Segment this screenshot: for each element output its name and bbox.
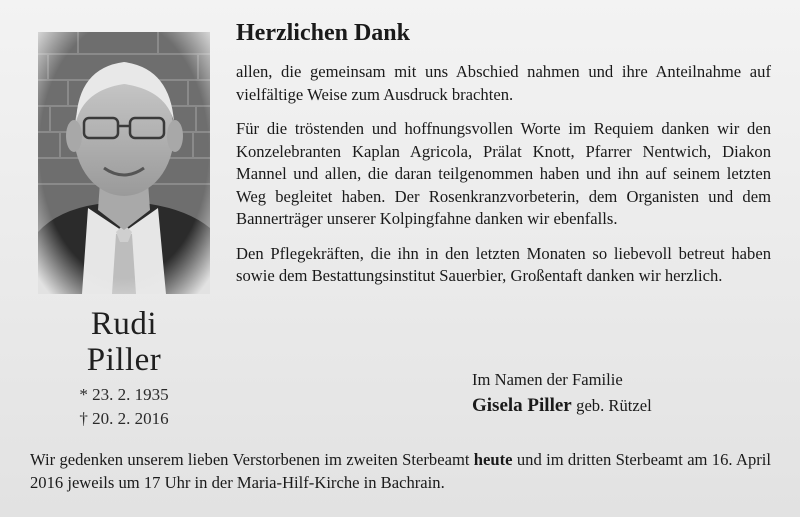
- notice-heading: Herzlichen Dank: [236, 20, 410, 46]
- footer-text-before: Wir gedenken unserem lieben Verstorbenen im zweiten Sterbeamt: [30, 450, 474, 469]
- birth-date: * 23. 2. 1935: [79, 385, 169, 404]
- footer-emphasis: heute: [473, 450, 513, 469]
- notice-body: [236, 20, 771, 300]
- portrait-photo: [38, 32, 210, 294]
- signature-nee: geb. Rützel: [576, 396, 652, 415]
- signature-name: Gisela Piller: [472, 395, 572, 416]
- deceased-first-name: Rudi: [90, 306, 158, 342]
- deceased-last-name: Piller: [86, 342, 162, 378]
- signature-intro: Im Namen der Familie: [472, 370, 623, 389]
- notice-paragraph-3: Den Pflegekräften, die ihn in den letzten Monaten so liebevoll betreut haben sowie dem Bestattungsinstitut Sauerbier, Großentaft danken wir herzlich.: [236, 243, 771, 285]
- signature-line: [472, 395, 652, 417]
- death-date: † 20. 2. 2016: [79, 409, 169, 428]
- notice-paragraph-2: Für die tröstenden und hoffnungsvollen Worte im Requiem danken wir den Konzelebranten Kaplan Agricola, Prälat Knott, Pfarrer Nentwich, Diakon Mannel und allen, die daran teilgenommen haben und ihn auf seinem letzten Weg begleitet haben. Der Rosenkranzvorbeterin, dem Organisten und dem Bannerträger unserer Kolpingfahne danken wir ebenfalls.: [236, 119, 771, 228]
- memorial-mass-note: [30, 448, 771, 494]
- signature-block: [472, 370, 652, 417]
- notice-paragraph-1: allen, die gemeinsam mit uns Abschied nahmen und ihre Anteilnahme auf vielfältige Weise zum Ausdruck brachten.: [236, 62, 771, 104]
- footer-text-after: und im dritten Sterbeamt am 16. April 2016 jeweils um 17 Uhr in der Maria-Hilf-Kirche in Bachrain.: [30, 450, 771, 492]
